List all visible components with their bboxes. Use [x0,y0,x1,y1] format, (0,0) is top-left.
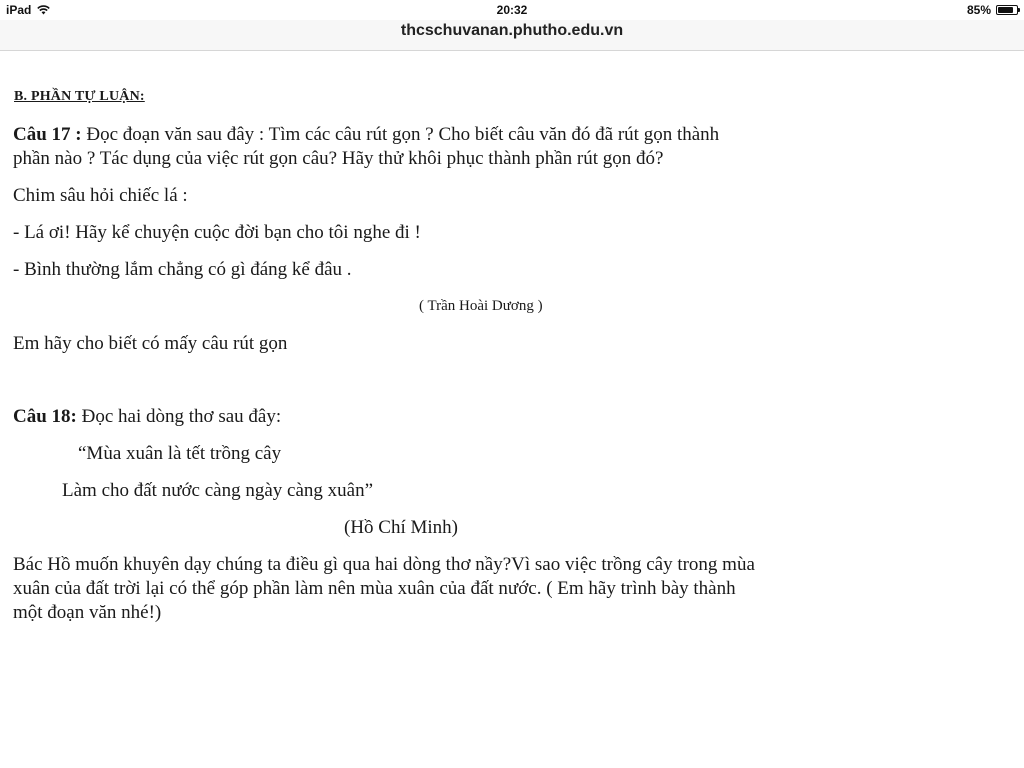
poem-line1: “Mùa xuân là tết trồng cây [78,443,282,464]
q18-question-line1: Bác Hồ muốn khuyên dạy chúng ta điều gì qua hai dòng thơ nầy?Vì sao việc trồng cây trong mùa [13,554,755,575]
document-page [0,51,1024,768]
status-time: 20:32 [496,3,528,17]
battery-level-fill [998,7,1013,13]
url-text[interactable]: thcschuvanan.phutho.edu.vn [400,22,624,39]
q17-dialogue1: - Lá ơi! Hãy kể chuyện cuộc đời bạn cho tôi nghe đi ! [13,222,421,243]
q18-question-line3: một đoạn văn nhé!) [13,602,162,623]
q17-label: Câu 17 : [13,124,82,145]
q17-prompt: Em hãy cho biết có mấy câu rút gọn [13,333,288,354]
q18-author: (Hồ Chí Minh) [344,517,458,538]
q17-dialogue2: - Bình thường lắm chẳng có gì đáng kể đâu . [13,259,352,280]
q17-line1 [13,123,719,147]
poem-line2: Làm cho đất nước càng ngày càng xuân” [62,480,374,501]
q18-label: Câu 18: [13,406,77,427]
section-heading: B. PHẦN TỰ LUẬN: [14,89,145,104]
q17-intro: Chim sâu hỏi chiếc lá : [13,185,188,206]
q17-text-line1: Đọc đoạn văn sau đây : Tìm các câu rút gọn ? Cho biết câu văn đó đã rút gọn thành [81,124,720,145]
q18-line1 [13,405,281,429]
battery-icon [996,5,1018,15]
battery-percent: 85% [966,3,991,17]
status-bar [0,0,1024,20]
address-bar[interactable] [0,20,1024,51]
device-name: iPad [6,3,32,17]
q18-text: Đọc hai dòng thơ sau đây: [76,406,282,427]
q18-question-line2: xuân của đất trời lại có thể góp phần làm nên mùa xuân của đất nước. ( Em hãy trình bày thành [13,578,736,599]
status-right [967,3,1018,17]
q17-text-line2: phần nào ? Tác dụng của việc rút gọn câu? Hãy thử khôi phục thành phần rút gọn đó? [13,148,664,169]
q17-author: ( Trần Hoài Dương ) [419,298,543,314]
